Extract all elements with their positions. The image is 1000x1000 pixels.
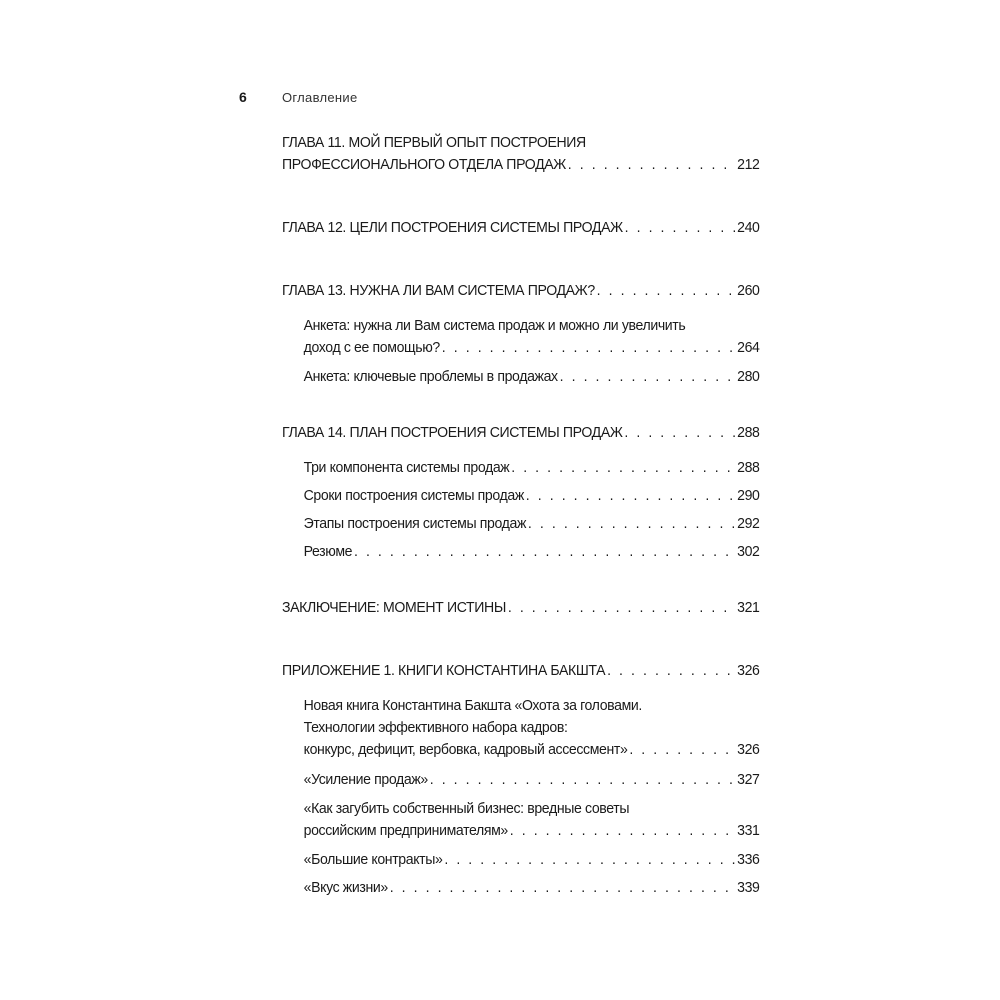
toc-entry-text: конкурс, дефицит, вербовка, кадровый ассессмент»: [303, 741, 628, 758]
toc-page-number: 212: [737, 156, 760, 173]
toc-entry-text: ГЛАВА 14. ПЛАН ПОСТРОЕНИЯ СИСТЕМЫ ПРОДАЖ: [282, 424, 623, 441]
toc-entry-text: «Усиление продаж»: [303, 771, 428, 788]
leader-dots: [629, 739, 735, 761]
leader-dots: [508, 597, 735, 619]
leader-dots: [607, 660, 735, 682]
toc-chapter-11[interactable]: [282, 132, 760, 176]
toc-entry-text: Анкета: нужна ли Вам система продаж и можно ли увеличить: [303, 317, 686, 334]
toc-entry-text: ГЛАВА 12. ЦЕЛИ ПОСТРОЕНИЯ СИСТЕМЫ ПРОДАЖ: [282, 219, 623, 236]
toc-page-number: 339: [737, 879, 760, 896]
toc-page-number: 292: [737, 515, 760, 532]
toc-page-number: 288: [737, 459, 760, 476]
toc-page-number: 264: [737, 339, 760, 356]
leader-dots: [625, 217, 736, 239]
toc-section-stages[interactable]: [282, 513, 760, 535]
toc-page-number: 240: [737, 219, 760, 236]
toc-page-number: 280: [737, 368, 760, 385]
toc-entry-text: «Как загубить собственный бизнес: вредные советы: [303, 800, 630, 817]
leader-dots: [430, 769, 736, 791]
toc-entry-text: Сроки построения системы продаж: [303, 487, 524, 504]
toc-page-number: 326: [737, 741, 760, 758]
toc-section-summary[interactable]: [282, 541, 760, 563]
toc-entry-text: российским предпринимателям»: [303, 822, 508, 839]
toc-entry-text: Технологии эффективного набора кадров:: [303, 719, 568, 736]
toc-entry-text: Анкета: ключевые проблемы в продажах: [303, 368, 558, 385]
leader-dots: [511, 457, 735, 479]
toc-chapter-13[interactable]: [282, 280, 760, 302]
toc-section-big-contracts-book[interactable]: [282, 849, 760, 871]
toc-section-three-components[interactable]: [282, 457, 760, 479]
toc-entry-text: доход с ее помощью?: [303, 339, 440, 356]
leader-dots: [354, 541, 735, 563]
leader-dots: [390, 877, 736, 899]
toc-section-questionnaire-need[interactable]: [282, 315, 760, 359]
running-head: Оглавление: [282, 90, 358, 105]
toc-page-number: 260: [737, 282, 760, 299]
leader-dots: [510, 820, 735, 842]
toc-entry-text: Резюме: [303, 543, 353, 560]
toc-page-number: 331: [737, 822, 760, 839]
toc-entry-text: Три компонента системы продаж: [303, 459, 510, 476]
toc-entry-text: ГЛАВА 13. НУЖНА ЛИ ВАМ СИСТЕМА ПРОДАЖ?: [282, 282, 595, 299]
toc-page-number: 290: [737, 487, 760, 504]
toc-entry-text: Этапы построения системы продаж: [303, 515, 527, 532]
toc-entry-text: ПРОФЕССИОНАЛЬНОГО ОТДЕЛА ПРОДАЖ: [282, 156, 566, 173]
toc-entry-text: «Вкус жизни»: [303, 879, 388, 896]
toc-section-headhunting-book[interactable]: [282, 695, 760, 761]
toc-entry-text: ГЛАВА 11. МОЙ ПЕРВЫЙ ОПЫТ ПОСТРОЕНИЯ: [282, 134, 586, 151]
toc-page-number: 327: [737, 771, 760, 788]
toc-conclusion[interactable]: [282, 597, 760, 619]
toc-entry-text: «Большие контракты»: [303, 851, 443, 868]
toc-page-number: 336: [737, 851, 760, 868]
leader-dots: [624, 422, 735, 444]
leader-dots: [568, 154, 735, 176]
toc-section-sales-boost-book[interactable]: [282, 769, 760, 791]
toc-section-questionnaire-problems[interactable]: [282, 366, 760, 388]
toc-section-taste-of-life-book[interactable]: [282, 877, 760, 899]
toc-section-ruin-business-book[interactable]: [282, 798, 760, 842]
toc-chapter-14[interactable]: [282, 422, 760, 444]
toc-appendix-1[interactable]: [282, 660, 760, 682]
leader-dots: [526, 485, 735, 507]
toc-entry-text: ЗАКЛЮЧЕНИЕ: МОМЕНТ ИСТИНЫ: [282, 599, 506, 616]
leader-dots: [442, 337, 735, 359]
leader-dots: [597, 280, 736, 302]
leader-dots: [528, 513, 735, 535]
toc-entry-text: ПРИЛОЖЕНИЕ 1. КНИГИ КОНСТАНТИНА БАКШТА: [282, 662, 606, 679]
page-number: 6: [239, 89, 247, 105]
toc-chapter-12[interactable]: [282, 217, 760, 239]
leader-dots: [444, 849, 735, 871]
toc-section-timelines[interactable]: [282, 485, 760, 507]
toc-entry-text: Новая книга Константина Бакшта «Охота за головами.: [303, 697, 642, 714]
leader-dots: [560, 366, 736, 388]
toc-page-number: 321: [737, 599, 760, 616]
toc-page-number: 288: [737, 424, 760, 441]
toc-page-number: 326: [737, 662, 760, 679]
toc-page-number: 302: [737, 543, 760, 560]
